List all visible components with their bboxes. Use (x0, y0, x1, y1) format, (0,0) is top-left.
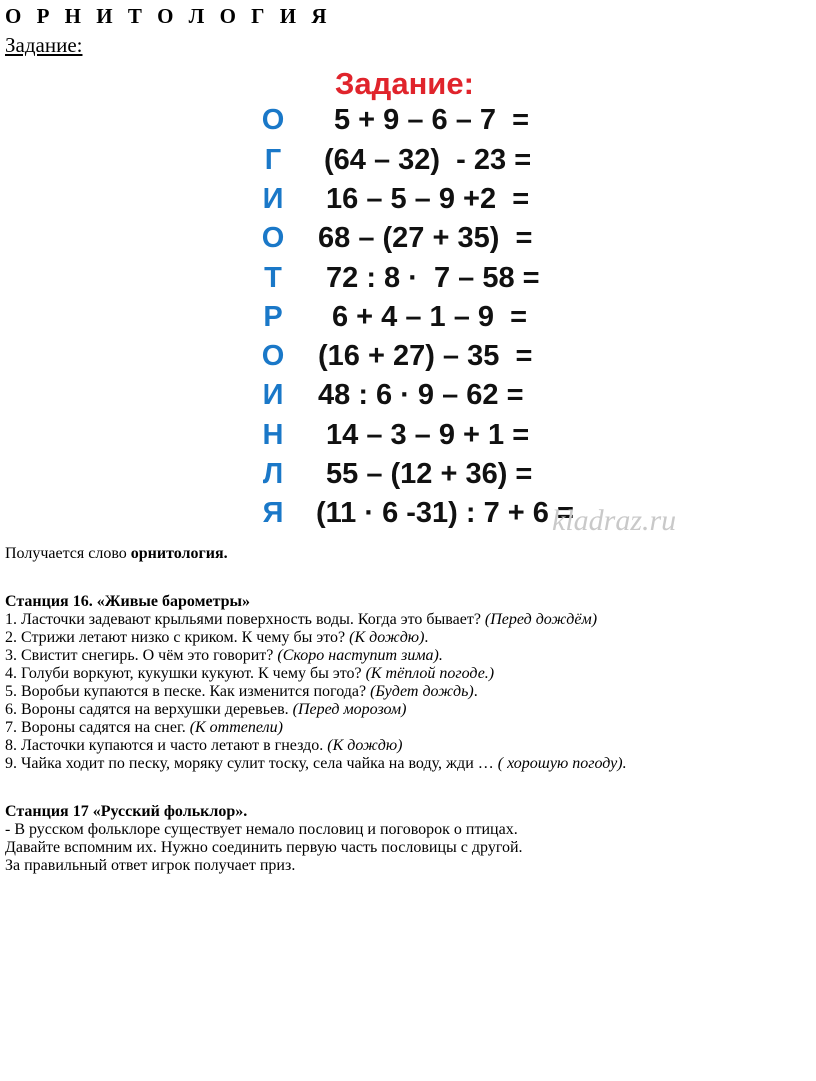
result-prefix: Получается слово (5, 545, 131, 562)
station16-item (5, 755, 813, 773)
station16-item (5, 629, 813, 647)
station16-item (5, 683, 813, 701)
answer-text: (Перед морозом) (292, 701, 407, 718)
puzzle-letter: О (261, 104, 285, 136)
station16-heading (5, 593, 813, 611)
answer-text: (Перед дождём) (484, 611, 598, 628)
result-word: орнитология. (130, 545, 228, 562)
watermark: kladraz.ru (552, 504, 677, 537)
puzzle-expression: 55 – (12 + 36) = (326, 458, 533, 490)
puzzle-letter: О (261, 222, 285, 254)
puzzle-title: Задание: (335, 66, 474, 101)
puzzle-letter: О (261, 340, 285, 372)
station16-title: Станция 16. «Живые барометры» (5, 593, 251, 610)
question-text: 9. Чайка ходит по песку, моряку сулит тоску, села чайка на воду, жди … (5, 755, 498, 772)
station16-item (5, 719, 813, 737)
question-text: 1. Ласточки задевают крыльями поверхность воды. Когда это бывает? (5, 611, 485, 628)
puzzle-letter: Р (263, 301, 283, 333)
station16-item (5, 737, 813, 755)
puzzle-letter: Л (262, 458, 284, 490)
puzzle-expression: 14 – 3 – 9 + 1 = (326, 419, 530, 451)
puzzle-letter: Г (264, 144, 282, 176)
answer-tail: . (424, 629, 429, 646)
question-text: 2. Стрижи летают низко с криком. К чему бы это? (5, 629, 350, 646)
answer-text: (Скоро наступит зима). (277, 647, 443, 664)
puzzle-letter: И (262, 379, 284, 411)
answer-text: ( хорошую погоду). (497, 755, 627, 772)
station16-item (5, 665, 813, 683)
task-label: Задание: (5, 33, 83, 57)
puzzle-expression: 72 : 8 · 7 – 58 = (326, 262, 540, 294)
puzzle-expression: 6 + 4 – 1 – 9 = (332, 301, 528, 333)
page-title: О Р Н И Т О Л О Г И Я (5, 4, 332, 28)
puzzle-expression: (16 + 27) – 35 = (318, 340, 533, 372)
station17-line: - В русском фольклоре существует немало пословиц и поговорок о птицах. (5, 821, 518, 838)
station17-line: За правильный ответ игрок получает приз. (5, 857, 296, 874)
station17-line: Давайте вспомним их. Нужно соединить первую часть пословицы с другой. (5, 839, 523, 856)
puzzle-expression: 16 – 5 – 9 +2 = (326, 183, 530, 215)
answer-text: (К тёплой погоде.) (365, 665, 495, 682)
puzzle-expression: (11 · 6 -31) : 7 + 6 = (316, 497, 574, 529)
puzzle-expression: (64 – 32) - 23 = (324, 144, 532, 176)
answer-text: (К оттепели) (189, 719, 283, 736)
puzzle-image (250, 66, 677, 537)
station17-heading (5, 803, 813, 821)
puzzle-letter: Т (264, 262, 282, 294)
station16-item (5, 611, 813, 629)
document-body (5, 545, 813, 875)
question-text: 6. Вороны садятся на верхушки деревьев. (5, 701, 293, 718)
puzzle-letter: И (262, 183, 284, 215)
answer-text: (К дождю) (327, 737, 403, 754)
puzzle-letter: Н (262, 419, 284, 451)
puzzle-letter: Я (262, 497, 284, 529)
question-text: 4. Голуби воркуют, кукушки кукуют. К чему бы это? (5, 665, 366, 682)
station16-item (5, 701, 813, 719)
station17-title: Станция 17 «Русский фольклор». (5, 803, 248, 820)
answer-text: (Будет дождь) (370, 683, 474, 700)
answer-tail: . (473, 683, 478, 700)
station16-item (5, 647, 813, 665)
result-line (5, 545, 813, 563)
question-text: 5. Воробьи купаются в песке. Как изменится погода? (5, 683, 371, 700)
puzzle-expression: 68 – (27 + 35) = (318, 222, 533, 254)
question-text: 8. Ласточки купаются и часто летают в гнездо. (5, 737, 328, 754)
question-text: 3. Свистит снегирь. О чём это говорит? (5, 647, 278, 664)
puzzle-expression: 5 + 9 – 6 – 7 = (334, 104, 530, 136)
puzzle-expression: 48 : 6 · 9 – 62 = (318, 379, 524, 411)
question-text: 7. Вороны садятся на снег. (5, 719, 190, 736)
answer-text: (К дождю) (349, 629, 425, 646)
